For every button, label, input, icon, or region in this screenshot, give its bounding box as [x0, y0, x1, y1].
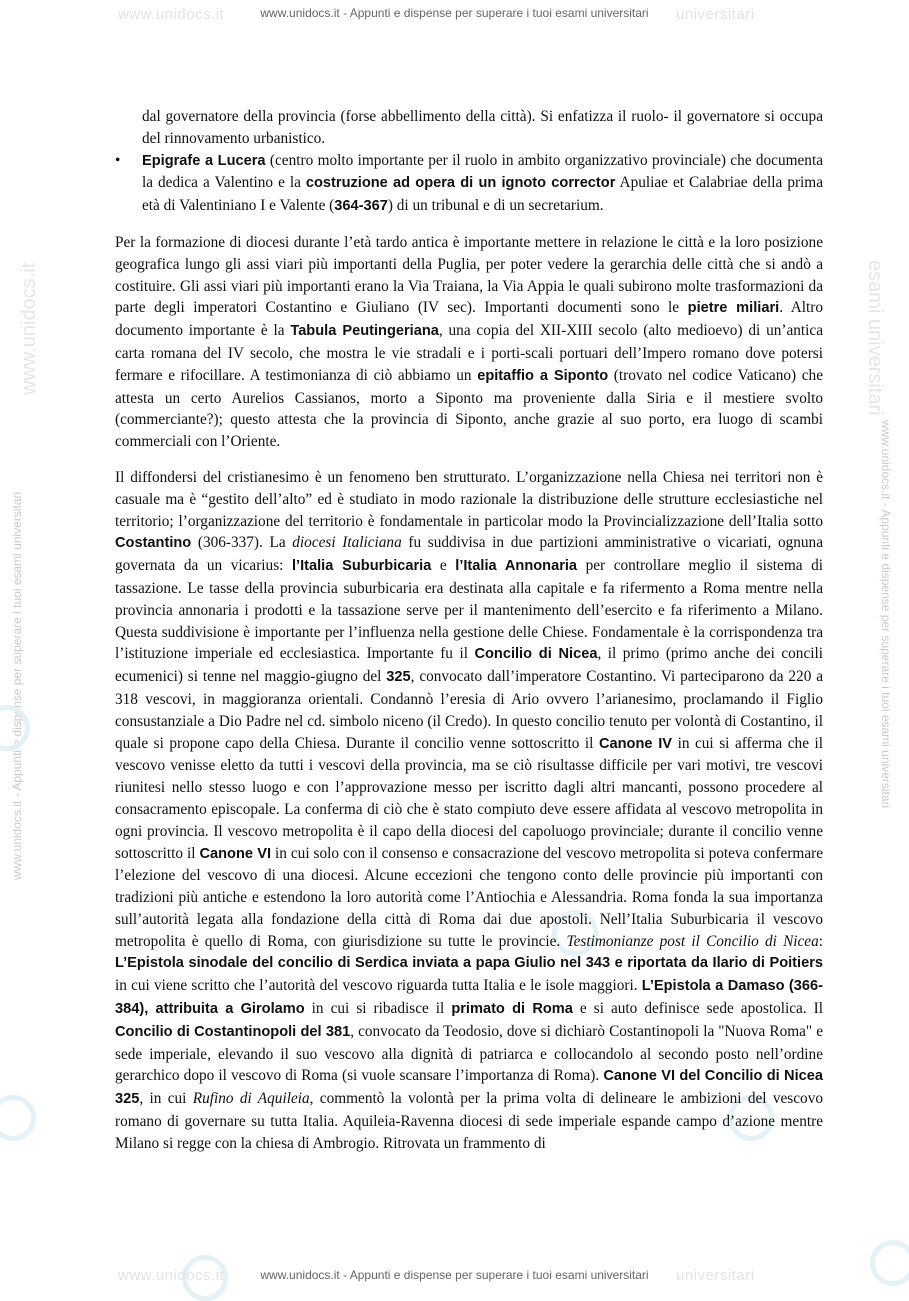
bold-text: l’Italia Annonaria: [455, 558, 578, 575]
text-run: , convocato da Teodosio, dove si dichiarò Costantinopoli la "Nuova Roma" e sede imperiale, elevando il suo vescovo alla dignità di patriarca e collocandolo al secondo posto nell’ordine gerarchico dopo il vescovo di Roma (si vuole scansare l’importanza di Roma).: [115, 1022, 823, 1085]
bold-text: pietre miliari: [687, 300, 780, 317]
watermark-bottom-right: universitari: [676, 1267, 755, 1284]
bold-text: epitaffio a Siponto: [477, 367, 609, 384]
side-watermark-left: www.unidocs.it - Appunti e dispense per superare i tuoi esami universitari: [10, 491, 24, 880]
bold-text: 325: [386, 669, 411, 686]
text-run: dal governatore della provincia (forse abbellimento della città). Si enfatizza il ruolo- il governatore si occupa del rinnovamento urbanistico.: [142, 108, 823, 147]
bold-text: l’Italia Suburbicaria: [291, 558, 432, 575]
page-header: www.unidocs.it - Appunti e dispense per superare i tuoi esami universitari: [260, 6, 649, 20]
bold-text: Tabula Peutingeriana: [290, 323, 439, 340]
list-item: [115, 106, 823, 150]
text-run: (306-337). La: [191, 534, 293, 552]
list-item: [115, 150, 823, 218]
bold-text: Canone VI del Concilio di Nicea 325: [115, 1068, 824, 1108]
paragraph: [115, 232, 823, 453]
bold-text: 364-367: [334, 198, 388, 215]
text-run: , commentò la volontà per la prima volta di delineare le ambizioni del vescovo romano di governare su tutta Italia. Aquileia-Ravenna diocesi di sede imperiale espande campo d’azione mentre Milano si regge con la chiesa di Ambrogio. Ritrovata un frammento di: [115, 1090, 823, 1152]
watermark-logo-icon: [0, 705, 30, 751]
text-run: . Altro documento importante è la: [115, 299, 824, 340]
bold-text: primato di Roma: [451, 1001, 573, 1018]
text-run: in cui si ribadisce il: [304, 1000, 452, 1018]
side-watermark-right-faint: esami universitari: [864, 260, 886, 416]
bold-text: L’Epistola a Damaso (366-384), attribuita a Girolamo: [115, 978, 824, 1018]
bold-text: Concilio di Nicea: [474, 646, 598, 663]
text-run: :: [818, 932, 823, 950]
bullet-list: [115, 106, 823, 218]
bold-text: L’Epistola sinodale del concilio di Serdica inviata a papa Giulio nel 343 e riportata da Ilario di Poitiers: [115, 955, 823, 972]
bold-text: Costantino: [115, 535, 192, 552]
text-run: Per la formazione di diocesi durante l’età tardo antica è importante mettere in relazione le città e la loro posizione geografica lungo gli assi viari più importanti della Puglia, per poter vedere la gerarchia delle città che si andò a costituire. Gli assi viari più importanti erano la Via Traiana, la Via Appia le quali subirono molte trasformazioni da parte degli imperatori Costantino e Giuliano (IV sec). Importanti documenti sono le: [115, 233, 823, 317]
page-footer: www.unidocs.it - Appunti e dispense per superare i tuoi esami universitari: [260, 1268, 649, 1282]
bold-text: Epigrafe a Lucera: [142, 152, 266, 169]
text-run: , convocato dall’imperatore Costantino. Vi parteciparono da 220 a 318 vescovi, in maggioranza orientali. Condannò l’eresia di Ario ovvero l’arianesimo, proclamando il Figlio consustanziale a Dio Padre nel cd. simbolo niceno (il Credo). In questo concilio tenuto per volontà di Costantino, il quale si propone capo della Chiesa. Durante il concilio venne sottoscritto il: [115, 668, 823, 752]
bold-text: Canone IV: [598, 735, 673, 752]
watermark-bottom-left: www.unidocs.it: [118, 1267, 225, 1284]
italic-text: Testimonianze post il Concilio di Nicea: [566, 932, 819, 950]
side-watermark-right: www.unidocs.it - Appunti e dispense per superare i tuoi esami universitari: [879, 420, 893, 809]
text-run: (trovato nel codice Vaticano) che attesta un certo Aurelios Cassianos, morto a Siponto ma proveniente dalla Siria e il mestiere svolto (commerciante?); questo attesta che la provincia di Siponto, anche grazie al suo porto, era luogo di scambi commerciali con l’Oriente.: [115, 366, 823, 451]
italic-text: diocesi Italiciana: [292, 534, 402, 552]
text-run: in cui solo con il consenso e consacrazione del vescovo metropolita si poteva confermare l’elezione del vescovo di una diocesi. Alcune eccezioni che tengono conto delle provincie più importanti con tradizioni più antiche e estendono la loro autorità come l’Antiochia e Alessandria. Roma fonda la sua importanza sull’autorità legata alla fondazione della città di Roma dai due apostoli. Nell’Italia Suburbicaria il vescovo metropolita è quello di Roma, con giurisdizione su tutte le provincie.: [115, 844, 823, 950]
bold-text: costruzione ad opera di un ignoto corrector: [305, 175, 616, 192]
text-run: ) di un tribunal e di un secretarium.: [387, 197, 604, 215]
paragraph: [115, 467, 823, 1155]
text-run: (centro molto importante per il ruolo in ambito organizzativo provinciale) che documenta la dedica a Valentino e la: [142, 151, 823, 192]
text-run: , in cui: [139, 1090, 193, 1108]
paragraphs: [115, 232, 823, 1155]
side-watermark-left-faint: www.unidocs.it: [18, 262, 40, 395]
watermark-top-left: www.unidocs.it: [118, 6, 225, 23]
text-run: fu suddivisa in due partizioni amministrative o vicariati, ognuna governata da un vicarius:: [115, 534, 823, 575]
text-run: per controllare meglio il sistema di tassazione. Le tasse della provincia suburbicaria era destinata alla capitale e fa rifermento a Roma mentre nella provincia annonaria i prodotti e la tassazione serve per il mantenimento dell’esercito e fa riferimento a Milano. Questa suddivisione è importante per l’influenza nella gestione delle Chiese. Fondamentale è la corrispondenza tra l’istituzione imperiale ed ecclesiastica. Importante fu il: [115, 557, 823, 663]
text-run: e: [431, 557, 456, 575]
watermark-logo-icon: [0, 1095, 36, 1141]
text-run: , una copia del XII-XIII secolo (alto medioevo) di un’antica carta romana del IV secolo, che mostra le vie stradali e i porti-scali portuari dell’Impero romano dove potersi fermare e rifocillare. A testimonianza di ciò abbiamo un: [115, 322, 823, 384]
italic-text: Rufino di Aquileia: [192, 1090, 310, 1108]
text-run: in cui viene scritto che l’autorità del vescovo riguarda tutta Italia e le isole maggiori.: [115, 977, 642, 995]
document-body: [115, 106, 823, 1169]
text-run: Apuliae et Calabriae della prima età di Valentiniano I e Valente (: [142, 174, 823, 215]
watermark-top-right: universitari: [676, 6, 755, 23]
text-run: , il primo (primo anche dei concili ecumenici) si tenne nel maggio-giugno del: [115, 645, 823, 686]
bold-text: Concilio di Costantinopoli del 381: [115, 1023, 351, 1040]
text-run: Il diffondersi del cristianesimo è un fenomeno ben strutturato. L’organizzazione nella Chiesa nei territori non è casuale ma è “gestito dell’alto” ed è studiato in modo razionale la distribuzione delle strutture ecclesiastiche nel territorio; l’organizzazione del territorio è fondamentale in particolar modo la Provincializzazione dell’Italia sotto: [115, 468, 823, 530]
text-run: e si auto definisce sede apostolica. Il: [572, 1000, 823, 1018]
bold-text: Canone VI: [199, 845, 271, 862]
text-run: in cui si afferma che il vescovo venisse eletto da tutti i vescovi della provincia, ma se ciò risultasse difficile per vari motivi, tre vescovi riunitesi nello stesso luogo e con l’approvazione messo per iscritto dagli altri mancanti, possono procedere al consacramento episcopale. La conferma di ciò che è stato compiuto deve essere affidata al vescovo metropolita in ogni provincia. Il vescovo metropolita è il capo della diocesi del capoluogo provinciale; durante il concilio venne sottoscritto il: [115, 734, 824, 862]
